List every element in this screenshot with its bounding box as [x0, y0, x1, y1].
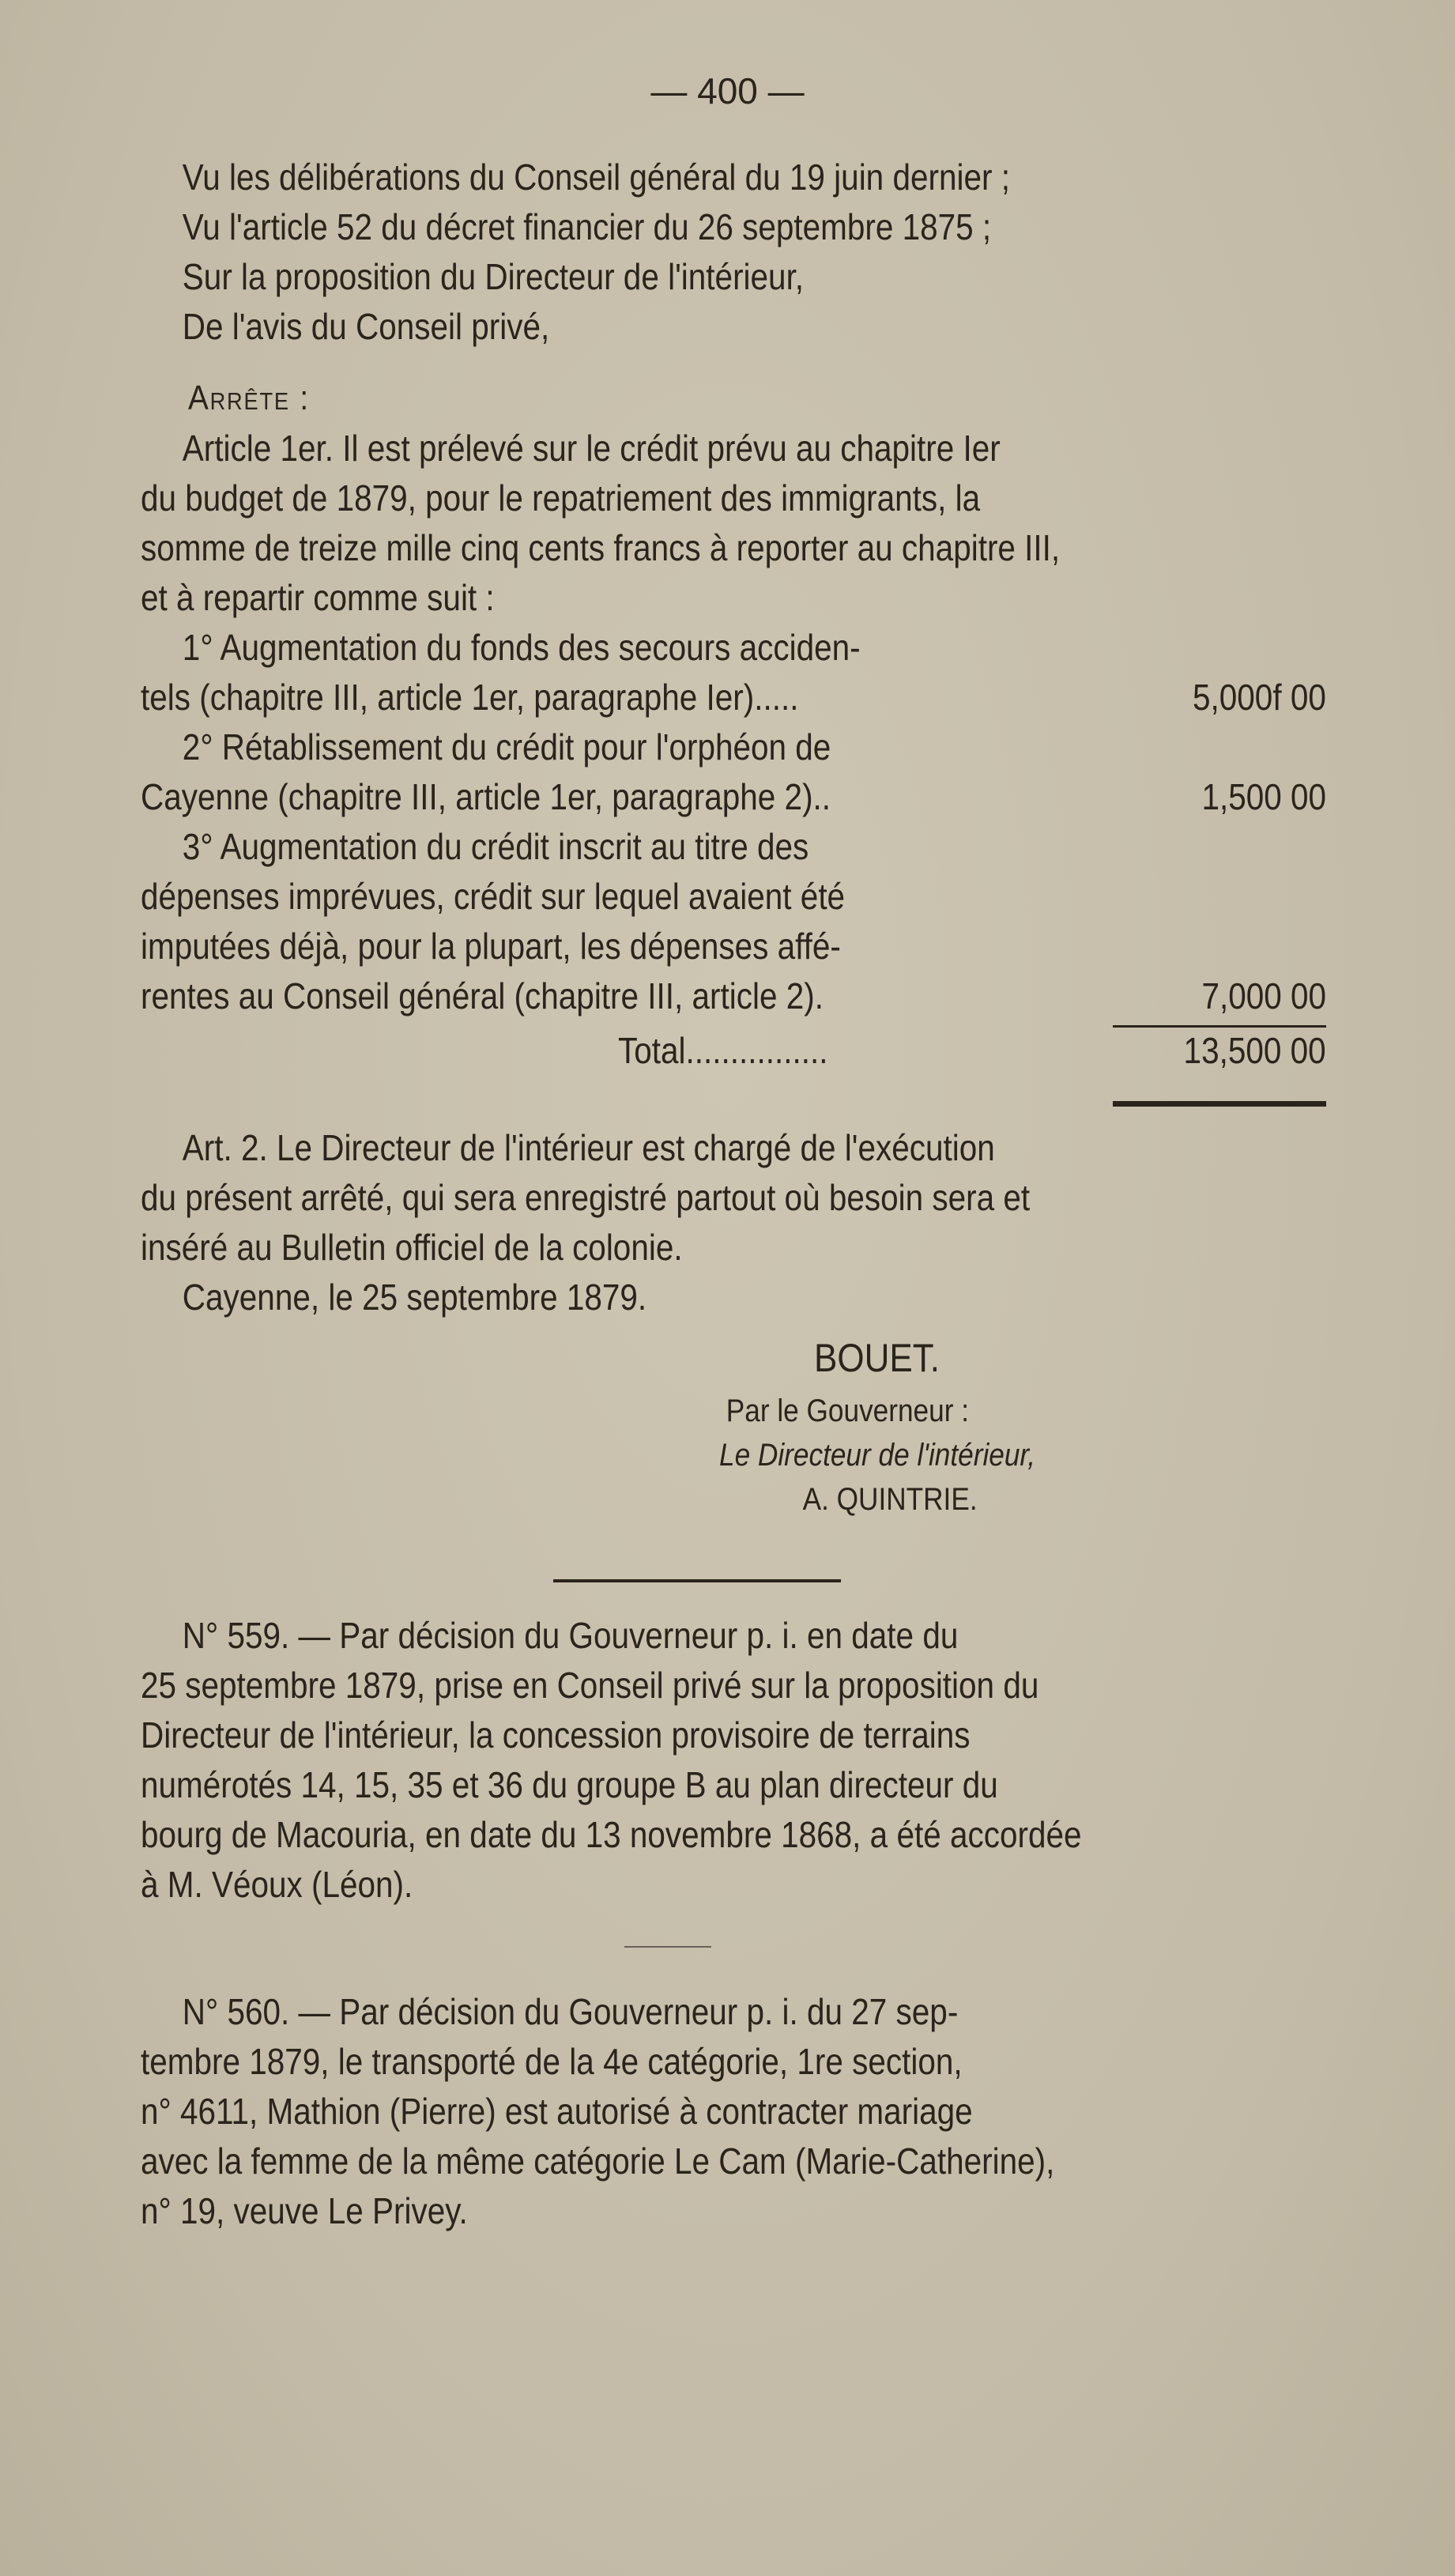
decision-559-line: numérotés 14, 15, 35 et 36 du groupe B au plan directeur du — [141, 1764, 998, 1805]
directeur-title: Le Directeur de l'intérieur, — [719, 1438, 1035, 1473]
arrete-label: Arrête : — [188, 379, 310, 417]
arrete-heading — [188, 373, 1374, 423]
item-3 — [141, 822, 1326, 971]
directeur-name: A. QUINTRIE. — [802, 1482, 978, 1517]
signature-name: BOUET. — [814, 1336, 940, 1380]
decision-560-line: N° 560. — Par décision du Gouverneur p. i. du 27 sep- — [182, 1991, 959, 2032]
article-1-block — [141, 424, 1326, 623]
item-3-line: imputées déjà, pour la plupart, les dépenses affé- — [141, 926, 841, 967]
article-2-block — [141, 1123, 1326, 1322]
item-2-amount-row — [141, 772, 1326, 822]
decision-559-line: à M. Véoux (Léon). — [141, 1864, 413, 1905]
decision-559-line: N° 559. — Par décision du Gouverneur p. i. en date du — [182, 1615, 959, 1656]
item-1-line: tels (chapitre III, article 1er, paragraphe Ier)..... — [141, 677, 799, 718]
small-divider — [624, 1946, 711, 1948]
decision-560-line: tembre 1879, le transporté de la 4e catégorie, 1re section, — [141, 2041, 963, 2082]
decision-559-line: 25 septembre 1879, prise en Conseil privé sur la proposition du — [141, 1665, 1039, 1706]
preamble-line: Sur la proposition du Directeur de l'intérieur, — [182, 256, 805, 297]
item-1-line: 1° Augmentation du fonds des secours acciden- — [182, 627, 861, 668]
item-3-line: rentes au Conseil général (chapitre III, article 2). — [141, 975, 824, 1016]
total-double-rule — [1113, 1101, 1326, 1107]
item-2-line: Cayenne (chapitre III, article 1er, paragraphe 2).. — [141, 776, 831, 817]
item-2-line: 2° Rétablissement du crédit pour l'orphéon de — [182, 726, 831, 768]
total-label: Total................ — [618, 1030, 828, 1071]
decision-560-block — [141, 1987, 1326, 2236]
preamble-line: De l'avis du Conseil privé, — [182, 306, 550, 347]
item-3-line: 3° Augmentation du crédit inscrit au titre des — [182, 826, 809, 867]
item-1-amount-row — [141, 673, 1326, 722]
item-3-amount-row — [141, 971, 1326, 1021]
preamble-line: Vu l'article 52 du décret financier du 26 septembre 1875 ; — [182, 206, 992, 247]
total-row — [141, 1026, 1326, 1076]
place-date: Cayenne, le 25 septembre 1879. — [182, 1277, 647, 1318]
article-1-line: du budget de 1879, pour le repatriement des immigrants, la — [141, 477, 981, 519]
decision-559-line: Directeur de l'intérieur, la concession provisoire de terrains — [141, 1714, 971, 1756]
decision-559-line: bourg de Macouria, en date du 13 novembre 1868, a été accordée — [141, 1814, 1082, 1855]
preamble-block — [141, 153, 1326, 352]
article-1-line: somme de treize mille cinq cents francs à reporter au chapitre III, — [141, 527, 1061, 568]
article-2-line: du présent arrêté, qui sera enregistré partout où besoin sera et — [141, 1177, 1031, 1218]
article-1-line: et à repartir comme suit : — [141, 577, 495, 618]
article-2-line: inséré au Bulletin officiel de la colonie. — [141, 1227, 683, 1268]
article-2-line: Art. 2. Le Directeur de l'intérieur est chargé de l'exécution — [182, 1127, 995, 1168]
preamble-line: Vu les délibérations du Conseil général du 19 juin dernier ; — [182, 157, 1010, 198]
item-1 — [141, 623, 1326, 673]
item-2 — [141, 722, 1326, 772]
article-1-line: Article 1er. Il est prélevé sur le crédit prévu au chapitre Ier — [182, 428, 1001, 469]
signature-block — [814, 1333, 1288, 1383]
decision-560-line: n° 19, veuve Le Privey. — [141, 2190, 468, 2231]
item-1-amount: 5,000f 00 — [1193, 677, 1326, 718]
decision-560-line: n° 4611, Mathion (Pierre) est autorisé à contracter mariage — [141, 2091, 973, 2132]
countersign-block — [719, 1389, 1272, 1522]
par-le-gouverneur: Par le Gouverneur : — [726, 1394, 969, 1428]
page-number-header: — 400 — — [650, 70, 805, 111]
item-2-amount: 1,500 00 — [1201, 776, 1326, 817]
item-3-line: dépenses imprévues, crédit sur lequel avaient été — [141, 876, 846, 917]
section-divider — [553, 1579, 841, 1582]
decision-559-block — [141, 1611, 1326, 1910]
item-3-amount: 7,000 00 — [1201, 975, 1326, 1016]
decision-560-line: avec la femme de la même catégorie Le Cam (Marie-Catherine), — [141, 2140, 1055, 2182]
total-amount: 13,500 00 — [1183, 1030, 1326, 1071]
